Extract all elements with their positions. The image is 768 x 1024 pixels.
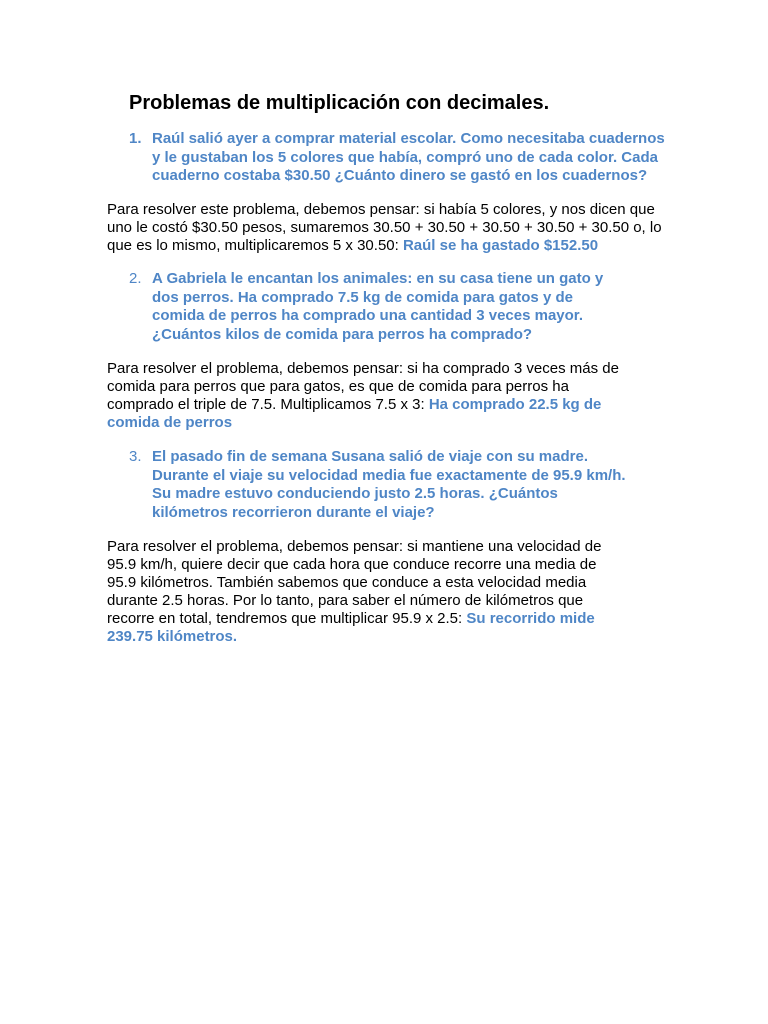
problem-number: 3.	[129, 448, 142, 465]
problem-2	[129, 270, 669, 344]
problem-1	[129, 130, 669, 186]
solution-2	[107, 360, 667, 432]
problem-3	[129, 448, 669, 522]
solution-text: Para resolver el problema, debemos pensar: si mantiene una velocidad de 95.9 km/h, quiere decir que cada hora que conduce recorre una media de 95.9 kilómetros. También sabemos que conduce a esta velocidad media durante 2.5 horas. Por lo tanto, para saber el número de kilómetros que recorre en total, tendremos que multiplicar 95.9 x 2.5:	[107, 538, 602, 627]
problem-question: A Gabriela le encantan los animales: en su casa tiene un gato y dos perros. Ha comprado 7.5 kg de comida para gatos y de comida de perros ha comprado una cantidad 3 veces mayor. ¿Cuántos kilos de comida para perros ha comprado?	[152, 270, 604, 343]
solution-text: Para resolver este problema, debemos pensar: si había 5 colores, y nos dicen que uno le costó $30.50 pesos, sumaremos 30.50 + 30.50 + 30.50 + 30.50 + 30.50 o, lo que es lo mismo, multiplicaremos 5 x 30.50:	[107, 201, 662, 254]
solution-answer: Su recorrido mide 239.75 kilómetros.	[107, 610, 595, 645]
solution-answer: Ha comprado 22.5 kg de comida de perros	[107, 396, 602, 431]
solution-text: Para resolver el problema, debemos pensar: si ha comprado 3 veces más de comida para perros que para gatos, es que de comida para perros ha comprado el triple de 7.5. Multiplicamos 7.5 x 3:	[107, 360, 619, 413]
problem-number: 2.	[129, 270, 142, 287]
solution-1	[107, 201, 667, 255]
solution-3	[107, 538, 667, 646]
problem-question: Raúl salió ayer a comprar material escolar. Como necesitaba cuadernos y le gustaban los 5 colores que había, compró uno de cada color. Cada cuaderno costaba $30.50 ¿Cuánto dinero se gastó en los cuadernos?	[152, 130, 665, 184]
problem-question: El pasado fin de semana Susana salió de viaje con su madre. Durante el viaje su velocidad media fue exactamente de 95.9 km/h. Su madre estuvo conduciendo justo 2.5 horas. ¿Cuántos kilómetros recorrieron durante el viaje?	[152, 448, 626, 521]
problem-number: 1.	[129, 130, 142, 147]
solution-answer: Raúl se ha gastado $152.50	[402, 237, 599, 254]
page-title: Problemas de multiplicación con decimales.	[129, 92, 550, 114]
